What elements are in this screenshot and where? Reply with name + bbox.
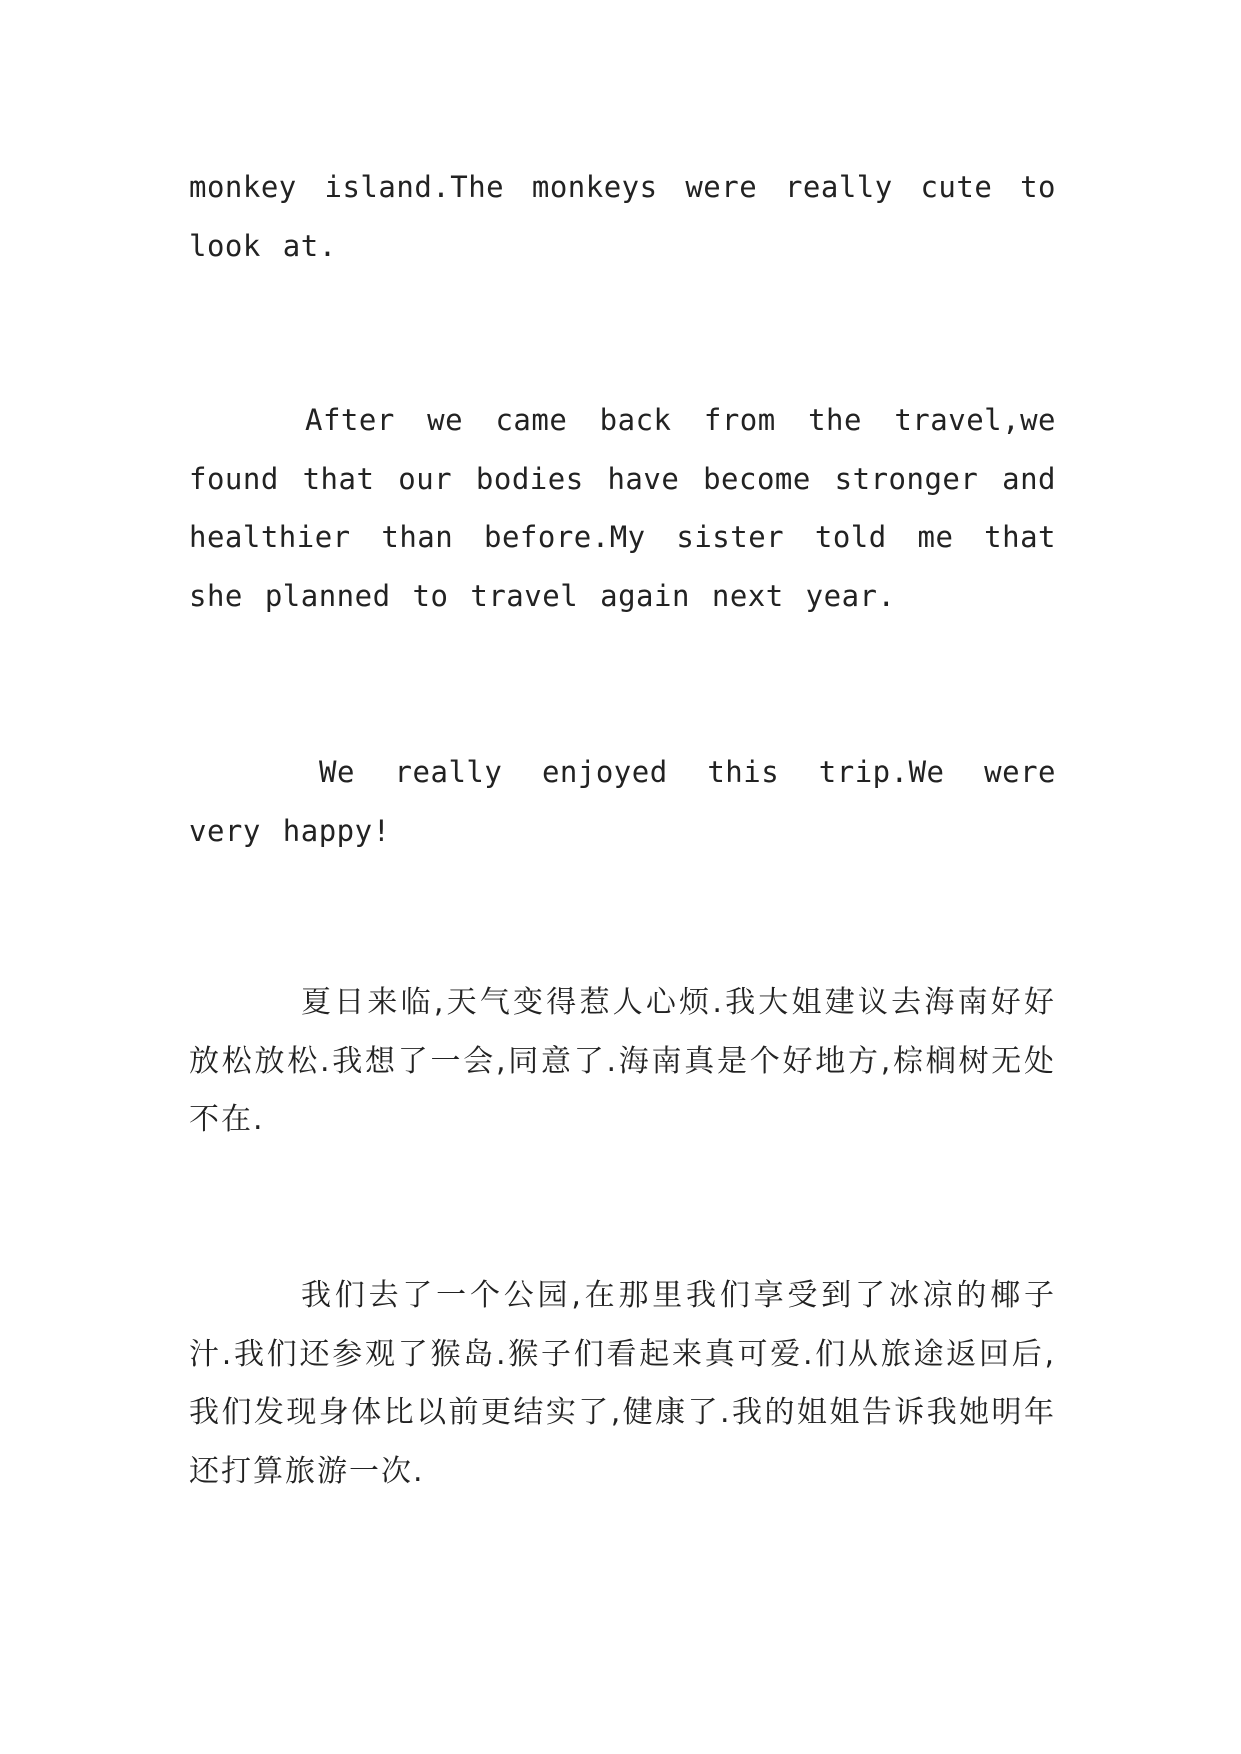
paragraph-summer-hainan: 夏日来临,天气变得惹人心烦.我大姐建议去海南好好放松放松.我想了一会,同意了.海南真是个好地方,棕榈树无处不在. [189,985,1056,1137]
paragraph-after-travel: After we came back from the travel,we found that our bodies have become stronger and healthier than before.My sister told me that she planned to travel again next year. [189,403,1056,613]
paragraph-enjoyed-trip: We really enjoyed this trip.We were very happy! [189,755,1056,848]
paragraph-monkey-island: monkey island.The monkeys were really cute to look at. [189,170,1056,263]
paragraph-park-coconut: 我们去了一个公园,在那里我们享受到了冰凉的椰子汁.我们还参观了猴岛.猴子们看起来真可爱.们从旅途返回后,我们发现身体比以前更结实了,健康了.我的姐姐告诉我她明年还打算旅游一次. [189,1278,1056,1489]
